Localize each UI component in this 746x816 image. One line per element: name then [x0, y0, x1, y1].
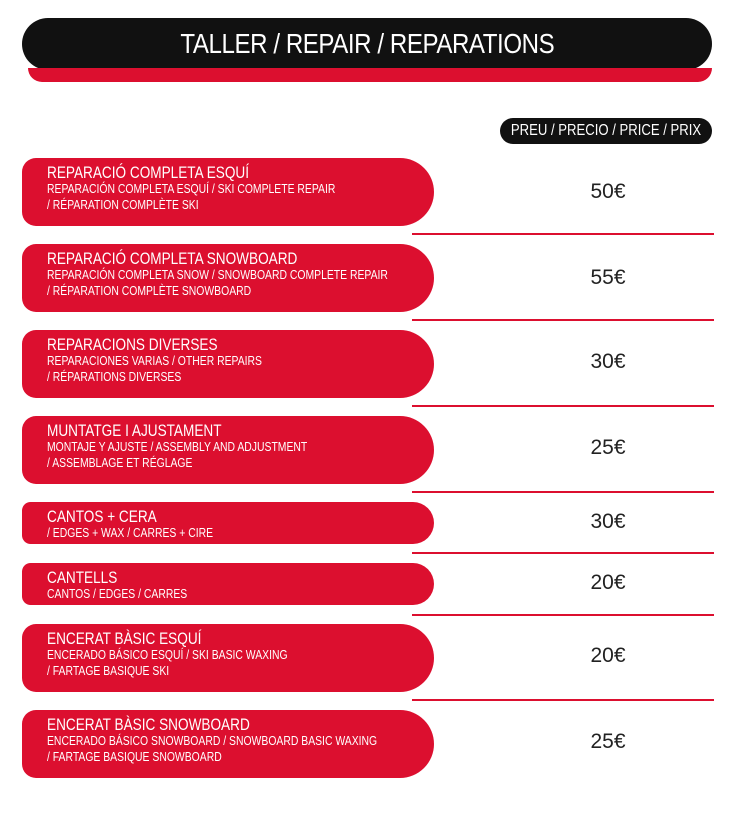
- service-label: [22, 158, 434, 226]
- service-translations: REPARACIONES VARIAS / OTHER REPAIRS: [47, 353, 262, 368]
- service-price: 55€: [590, 266, 626, 289]
- service-title: MUNTATGE I AJUSTAMENT: [47, 421, 222, 440]
- service-translations: REPARACIÓN COMPLETA ESQUÍ / SKI COMPLETE REPAIR: [47, 181, 336, 196]
- service-label: [22, 244, 434, 312]
- header-accent-bar: [28, 68, 712, 82]
- service-price: 25€: [590, 730, 626, 753]
- service-title: REPARACIÓ COMPLETA ESQUÍ: [47, 163, 250, 182]
- service-title: ENCERAT BÀSIC SNOWBOARD: [47, 715, 250, 734]
- row-divider: [412, 405, 714, 407]
- row-divider: [412, 233, 714, 235]
- service-translations: ENCERADO BÁSICO SNOWBOARD / SNOWBOARD BASIC WAXING: [47, 733, 378, 748]
- service-translations: / ASSEMBLAGE ET RÉGLAGE: [47, 455, 193, 470]
- service-translations: / RÉPARATIONS DIVERSES: [47, 369, 182, 384]
- row-divider: [412, 552, 714, 554]
- service-label: [22, 416, 434, 484]
- service-label: [22, 330, 434, 398]
- service-label: [22, 502, 434, 544]
- service-title: REPARACIONS DIVERSES: [47, 335, 218, 354]
- row-divider: [412, 319, 714, 321]
- service-price: 20€: [590, 644, 626, 667]
- service-translations: REPARACIÓN COMPLETA SNOW / SNOWBOARD COMPLETE REPAIR: [47, 267, 388, 282]
- service-price: 30€: [590, 350, 626, 373]
- price-column-label: PREU / PRECIO / PRICE / PRIX: [510, 122, 702, 139]
- service-label: [22, 710, 434, 778]
- service-translations: ENCERADO BÁSICO ESQUÍ / SKI BASIC WAXING: [47, 647, 288, 662]
- service-translations: CANTOS / EDGES / CARRES: [47, 586, 188, 601]
- row-divider: [412, 699, 714, 701]
- page-header: [22, 18, 712, 70]
- service-translations: / FARTAGE BASIQUE SKI: [47, 663, 170, 678]
- service-price: 50€: [590, 180, 626, 203]
- service-translations: / EDGES + WAX / CARRES + CIRE: [47, 525, 214, 540]
- service-translations: / FARTAGE BASIQUE SNOWBOARD: [47, 749, 222, 764]
- service-price: 20€: [590, 571, 626, 594]
- service-label: [22, 563, 434, 605]
- service-price: 30€: [590, 510, 626, 533]
- price-column-header: [500, 118, 712, 144]
- page-title: TALLER / REPAIR / REPARATIONS: [180, 28, 554, 59]
- service-title: ENCERAT BÀSIC ESQUÍ: [47, 629, 202, 648]
- row-divider: [412, 491, 714, 493]
- service-translations: / RÉPARATION COMPLÈTE SNOWBOARD: [47, 283, 252, 298]
- service-title: REPARACIÓ COMPLETA SNOWBOARD: [47, 249, 298, 268]
- service-price: 25€: [590, 436, 626, 459]
- row-divider: [412, 614, 714, 616]
- service-translations: MONTAJE Y AJUSTE / ASSEMBLY AND ADJUSTMENT: [47, 439, 308, 454]
- service-title: CANTOS + CERA: [47, 507, 157, 526]
- service-label: [22, 624, 434, 692]
- service-translations: / RÉPARATION COMPLÈTE SKI: [47, 197, 199, 212]
- service-title: CANTELLS: [47, 568, 118, 587]
